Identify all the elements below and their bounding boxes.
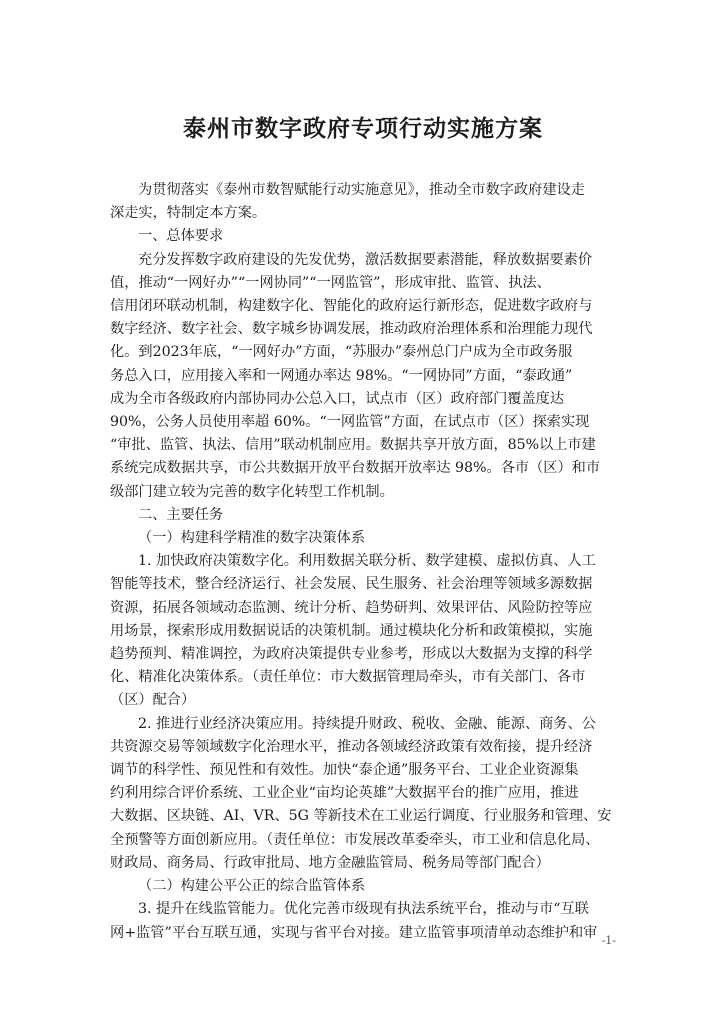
task-item-2 <box>110 713 616 875</box>
task-item-3 <box>110 898 616 944</box>
text-line: 用场景，探索形成用数据说话的决策机制。通过模块化分析和政策模拟，实施 <box>110 622 593 639</box>
text-line: 1. 加快政府决策数字化。利用数据关联分析、数学建模、虚拟仿真、人工 <box>138 553 596 570</box>
text-line: 2. 推进行业经济决策应用。持续提升财政、税收、金融、能源、商务、公 <box>138 715 596 732</box>
text-line: 化、精准化决策体系。（责任单位：市大数据管理局牵头，市有关部门、各市 <box>110 669 586 686</box>
subsection-heading-supervision: （二）构建公平公正的综合监管体系 <box>138 878 366 895</box>
text-line: 值，推动“一网好办”“一网协同”“一网监管”，形成审批、监管、执法、 <box>110 274 551 291</box>
text-line: 级部门建立较为完善的数字化转型工作机制。 <box>110 483 394 500</box>
text-line: 趋势预判、精准调控，为政府决策提供专业参考，形成以大数据为支撑的科学 <box>110 646 593 663</box>
task-item-1 <box>110 550 616 712</box>
text-line: 化。到2023年底，“一网好办”方面，“苏服办”泰州总门户成为全市政务服 <box>110 344 573 361</box>
section-heading-general: 一、总体要求 <box>138 228 224 245</box>
general-requirements-paragraph <box>110 249 616 504</box>
text-line: 信用闭环联动机制，构建数字化、智能化的政府运行新形态，促进数字政府与 <box>110 298 593 315</box>
text-line: 3. 提升在线监管能力。优化完善市级现有执法系统平台，推动与市“互联 <box>138 901 589 918</box>
text-line: 智能等技术，整合经济运行、社会发展、民生服务、社会治理等领域多源数据 <box>110 576 593 593</box>
text-line: 为贯彻落实《泰州市数智赋能行动实施意见》，推动全市数字政府建设走 <box>138 182 585 198</box>
section-heading-tasks: 二、主要任务 <box>138 506 224 523</box>
text-line: 共资源交易等领域数字化治理水平，推动各领域经济政策有效衔接，提升经济 <box>110 738 593 755</box>
text-line: 深走实，特制定本方案。 <box>110 205 267 222</box>
intro-paragraph <box>110 179 616 225</box>
text-line: 财政局、商务局、行政审批局、地方金融监管局、税务局等部门配合） <box>110 854 550 871</box>
text-line: “审批、监管、执法、信用”联动机制应用。数据共享开放方面，85%以上市建 <box>110 437 596 454</box>
text-line: 全预警等方面创新应用。（责任单位：市发展改革委牵头，市工业和信息化局、 <box>110 831 600 848</box>
text-line: 成为全市各级政府内部协同办公总入口，试点市（区）政府部门覆盖度达 <box>110 390 565 407</box>
text-line: 充分发挥数字政府建设的先发优势，激活数据要素潜能，释放数据要素价 <box>138 251 593 268</box>
text-line: 系统完成数据共享，市公共数据开放平台数据开放率达 98%。各市（区）和市 <box>110 460 601 477</box>
document-title: 泰州市数字政府专项行动实施方案 <box>183 116 543 142</box>
text-line: （区）配合） <box>110 692 196 709</box>
page-number: -1- <box>601 934 616 947</box>
text-line: 数字经济、数字社会、数字城乡协调发展，推动政府治理体系和治理能力现代 <box>110 321 593 338</box>
text-line: 大数据、区块链、AI、VR、5G 等新技术在工业运行调度、行业服务和管理、安 <box>110 808 612 825</box>
subsection-heading-decision: （一）构建科学精准的数字决策体系 <box>138 530 366 547</box>
text-line: 资源，拓展各领域动态监测、统计分析、趋势研判、效果评估、风险防控等应 <box>110 599 593 616</box>
text-line: 调节的科学性、预见性和有效性。加快“泰企通”服务平台、工业企业资源集 <box>110 762 579 779</box>
text-line: 网+监管”平台互联互通，实现与省平台对接。建立监管事项清单动态维护和审 <box>110 924 598 941</box>
text-line: 务总入口，应用接入率和一网通办率达 98%。“一网协同”方面，“泰政通” <box>110 367 573 384</box>
text-line: 约利用综合评价系统、工业企业“亩均论英雄”大数据平台的推广应用，推进 <box>110 785 579 802</box>
text-line: 90%，公务人员使用率超 60%。“一网监管”方面，在试点市（区）探索实现 <box>110 414 590 431</box>
